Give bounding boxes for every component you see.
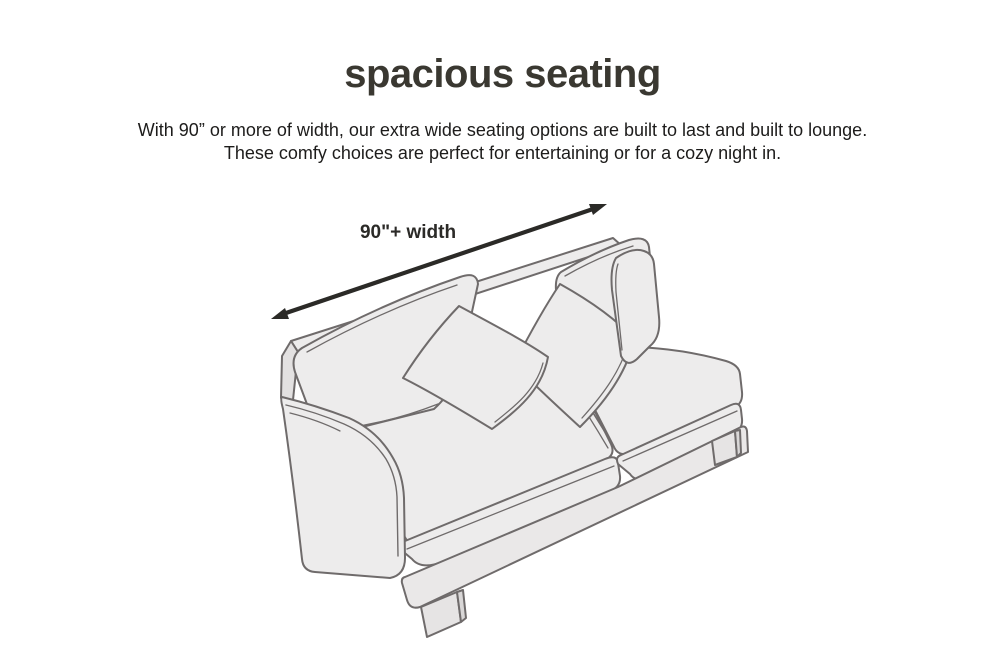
dimension-label: 90"+ width [359, 222, 457, 243]
page-title: spacious seating [344, 52, 661, 96]
sofa-line-drawing [281, 238, 748, 637]
sofa-pillow-end [612, 250, 660, 363]
page-description-line-1: With 90” or more of width, our extra wide seating options are built to last and built to lounge. [137, 120, 868, 140]
sofa-foot-right-side [735, 430, 741, 457]
dimension-arrowhead-left [271, 308, 289, 319]
dimension-arrowhead-right [589, 204, 607, 215]
page-description-line-2: These comfy choices are perfect for entertaining or for a cozy night in. [223, 142, 782, 163]
